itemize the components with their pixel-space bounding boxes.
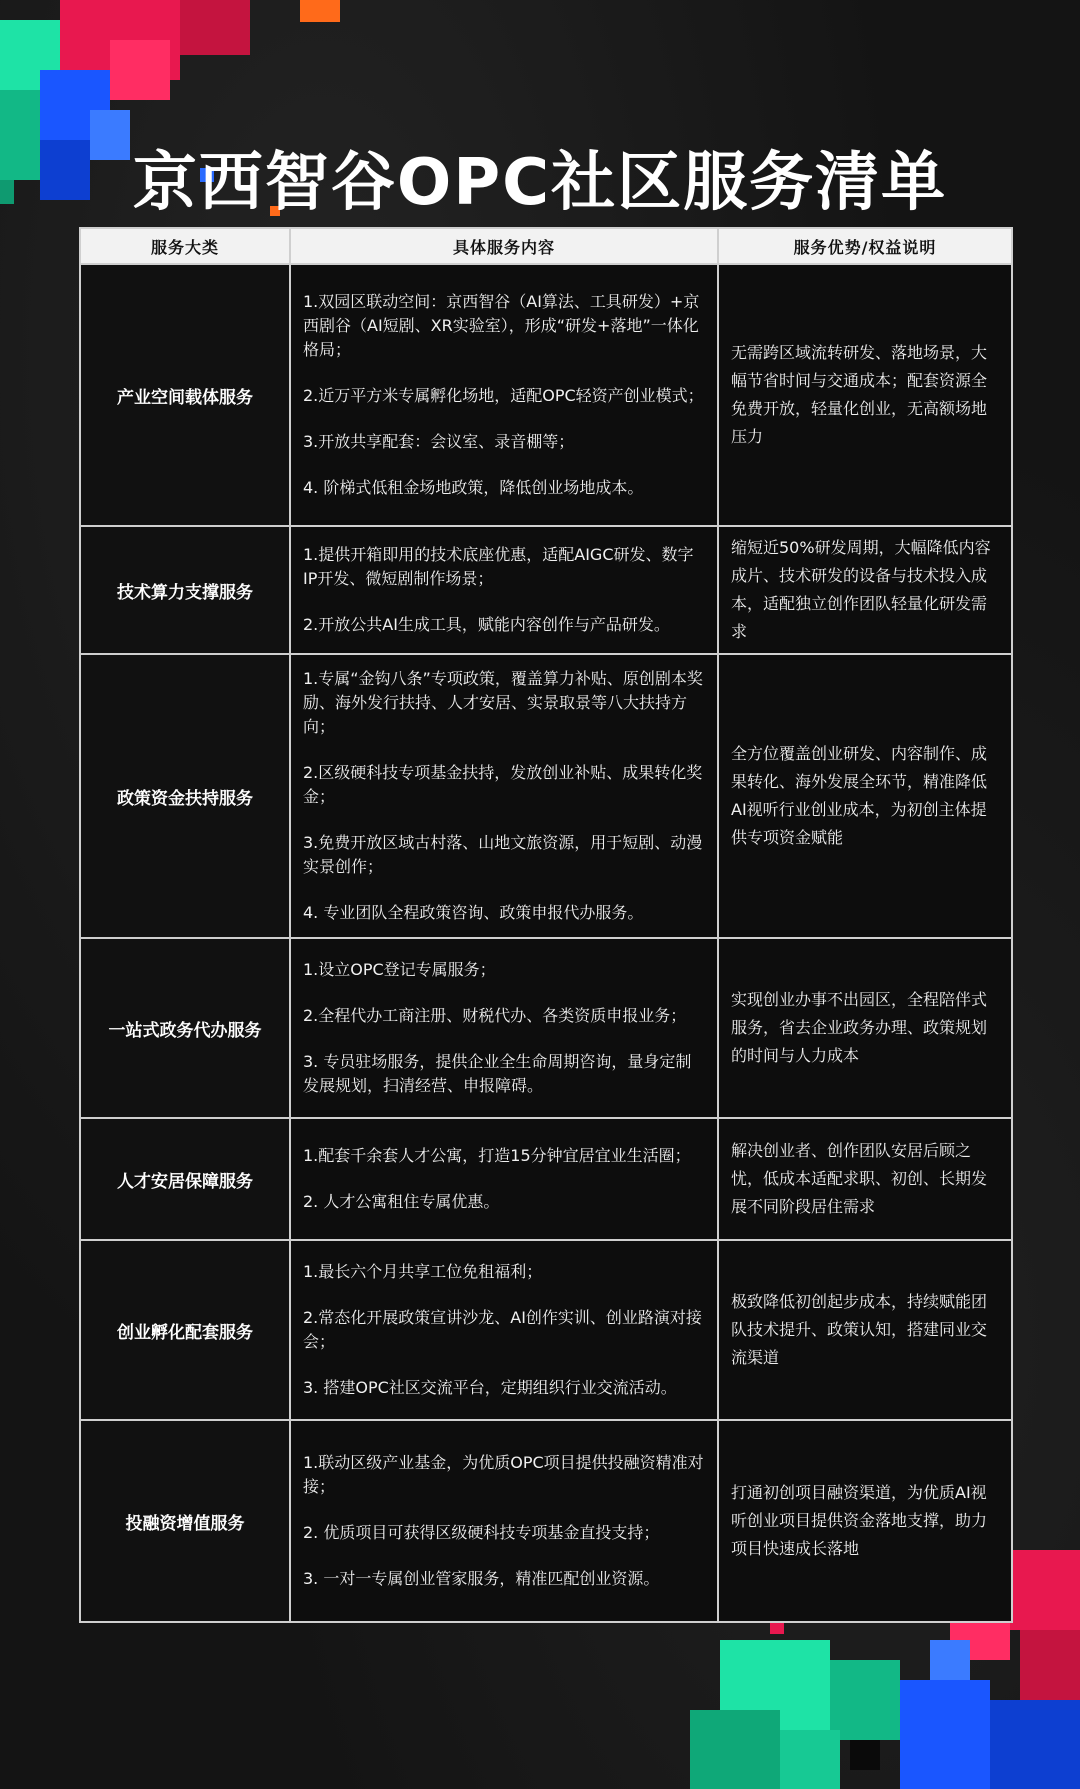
service-item: 1.设立OPC登记专属服务； [303,960,496,979]
service-benefit: 实现创业办事不出园区，全程陪伴式服务，省去企业政务办理、政策规划的时间与人力成本 [718,938,1012,1118]
service-category: 产业空间载体服务 [80,264,290,526]
service-category: 人才安居保障服务 [80,1118,290,1240]
service-item: 3. 一对一专属创业管家服务，精准匹配创业资源。 [303,1569,660,1588]
table-row [80,1240,1012,1420]
service-category: 技术算力支撑服务 [80,526,290,654]
service-item: 1.提供开箱即用的技术底座优惠，适配AIGC研发、数字IP开发、微短剧制作场景； [303,545,694,588]
service-content [290,1118,718,1240]
service-content [290,526,718,654]
table-row [80,1118,1012,1240]
service-item: 2.近万平方米专属孵化场地，适配OPC轻资产创业模式； [303,386,704,405]
service-content [290,1240,718,1420]
service-category: 一站式政务代办服务 [80,938,290,1118]
service-item: 2. 人才公寓租住专属优惠。 [303,1192,500,1211]
column-header-category: 服务大类 [80,228,290,264]
service-item: 1.联动区级产业基金，为优质OPC项目提供投融资精准对接； [303,1453,704,1496]
column-header-benefit: 服务优势/权益说明 [718,228,1012,264]
service-item: 3. 专员驻场服务，提供企业全生命周期咨询，量身定制发展规划，扫清经营、申报障碍。 [303,1052,692,1095]
service-content [290,938,718,1118]
column-header-content: 具体服务内容 [290,228,718,264]
service-item: 1.最长六个月共享工位免租福利； [303,1262,543,1281]
table-header-row [80,228,1012,264]
service-item: 2.开放公共AI生成工具，赋能内容创作与产品研发。 [303,615,670,634]
service-category: 政策资金扶持服务 [80,654,290,938]
service-content [290,654,718,938]
table-row [80,264,1012,526]
service-item: 2.区级硬科技专项基金扶持，发放创业补贴、成果转化奖金； [303,763,703,806]
service-content [290,264,718,526]
service-item: 3.免费开放区域古村落、山地文旅资源，用于短剧、动漫实景创作； [303,833,703,876]
page-title: 京西智谷OPC社区服务清单 [132,145,948,220]
service-benefit: 极致降低初创起步成本，持续赋能团队技术提升、政策认知，搭建同业交流渠道 [718,1240,1012,1420]
service-item: 3. 搭建OPC社区交流平台，定期组织行业交流活动。 [303,1378,677,1397]
service-item: 4. 阶梯式低租金场地政策，降低创业场地成本。 [303,478,644,497]
service-item: 2.常态化开展政策宣讲沙龙、AI创作实训、创业路演对接会； [303,1308,702,1351]
service-item: 1.专属“金钩八条”专项政策，覆盖算力补贴、原创剧本奖励、海外发行扶持、人才安居、实景取景等八大扶持方向； [303,669,703,736]
service-item: 2. 优质项目可获得区级硬科技专项基金直投支持； [303,1523,660,1542]
table-row [80,654,1012,938]
service-benefit: 打通初创项目融资渠道，为优质AI视听创业项目提供资金落地支撑，助力项目快速成长落地 [718,1420,1012,1622]
table-row [80,526,1012,654]
service-benefit: 解决创业者、创作团队安居后顾之忧，低成本适配求职、初创、长期发展不同阶段居住需求 [718,1118,1012,1240]
service-table [79,227,1013,1623]
service-item: 1.配套千余套人才公寓，打造15分钟宜居宜业生活圈； [303,1146,691,1165]
service-benefit: 缩短近50%研发周期，大幅降低内容成片、技术研发的设备与技术投入成本，适配独立创作团队轻量化研发需求 [718,526,1012,654]
service-item: 2.全程代办工商注册、财税代办、各类资质申报业务； [303,1006,687,1025]
service-benefit: 全方位覆盖创业研发、内容制作、成果转化、海外发展全环节，精准降低AI视听行业创业成本，为初创主体提供专项资金赋能 [718,654,1012,938]
table-row [80,1420,1012,1622]
service-benefit: 无需跨区域流转研发、落地场景，大幅节省时间与交通成本；配套资源全免费开放，轻量化创业，无高额场地压力 [718,264,1012,526]
service-category: 创业孵化配套服务 [80,1240,290,1420]
table-row [80,938,1012,1118]
service-item: 1.双园区联动空间：京西智谷（AI算法、工具研发）+京西剧谷（AI短剧、XR实验室），形成“研发+落地”一体化格局； [303,292,700,359]
service-content [290,1420,718,1622]
service-category: 投融资增值服务 [80,1420,290,1622]
service-item: 4. 专业团队全程政策咨询、政策申报代办服务。 [303,903,644,922]
service-item: 3.开放共享配套：会议室、录音棚等； [303,432,575,451]
